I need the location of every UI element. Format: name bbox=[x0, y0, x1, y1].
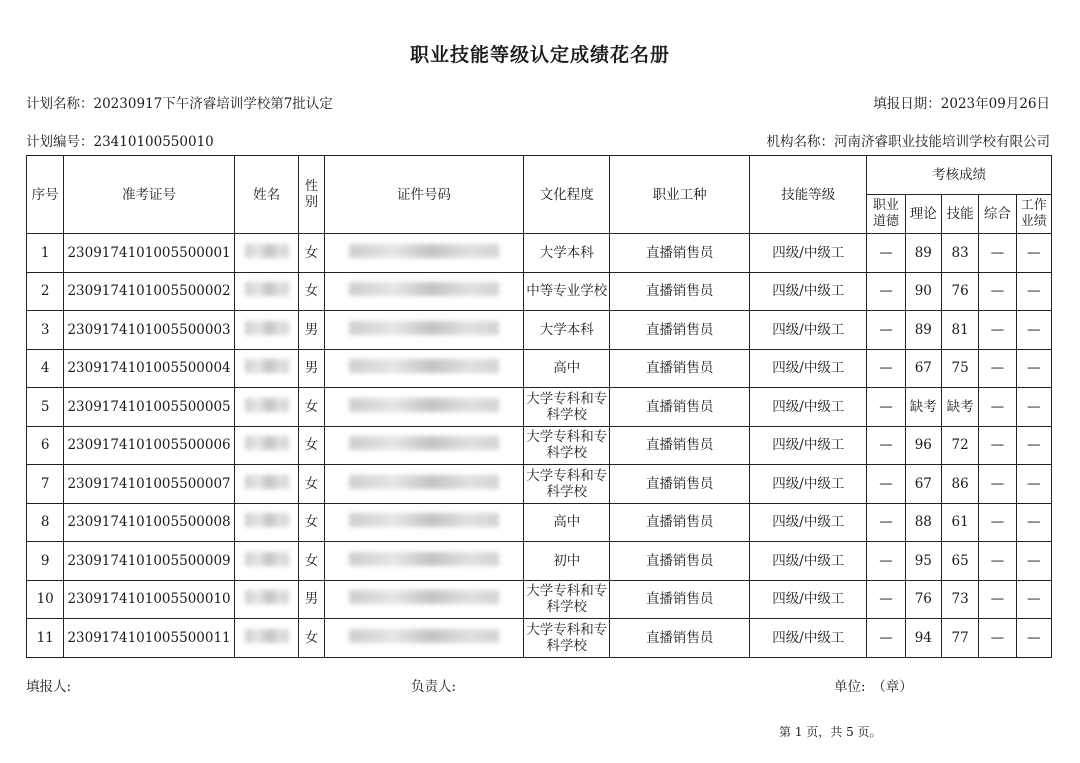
redaction-blur bbox=[349, 590, 499, 604]
cell-exam-no: 2309174101005500005 bbox=[64, 388, 234, 427]
cell-comprehensive: — bbox=[979, 580, 1016, 619]
redaction-blur bbox=[349, 359, 499, 373]
unit-stamp-field: 单位: （章） bbox=[834, 679, 913, 695]
cell-seq: 6 bbox=[27, 426, 64, 465]
cell-performance: — bbox=[1016, 619, 1051, 658]
cell-gender: 女 bbox=[299, 426, 324, 465]
cell-occupation: 直播销售员 bbox=[610, 426, 750, 465]
score-table bbox=[26, 155, 1052, 658]
cell-skill-level: 四级/中级工 bbox=[750, 349, 867, 388]
cell-comprehensive: — bbox=[979, 349, 1016, 388]
cell-theory: 94 bbox=[905, 619, 941, 658]
cell-name-redacted bbox=[234, 542, 299, 581]
cell-id-redacted bbox=[324, 619, 524, 658]
cell-ethics: — bbox=[867, 465, 905, 504]
table-row bbox=[27, 388, 1052, 427]
redaction-blur bbox=[245, 244, 289, 258]
cell-education: 大学专科和专科学校 bbox=[524, 619, 610, 658]
header-skill: 技能 bbox=[941, 195, 978, 234]
cell-gender: 男 bbox=[299, 311, 324, 350]
cell-education: 中等专业学校 bbox=[524, 272, 610, 311]
cell-ethics: — bbox=[867, 388, 905, 427]
redaction-blur bbox=[245, 552, 289, 566]
cell-name-redacted bbox=[234, 503, 299, 542]
cell-skill: 61 bbox=[941, 503, 978, 542]
cell-exam-no: 2309174101005500002 bbox=[64, 272, 234, 311]
cell-id-redacted bbox=[324, 234, 524, 273]
cell-occupation: 直播销售员 bbox=[610, 349, 750, 388]
cell-occupation: 直播销售员 bbox=[610, 580, 750, 619]
cell-skill: 65 bbox=[941, 542, 978, 581]
cell-comprehensive: — bbox=[979, 426, 1016, 465]
cell-comprehensive: — bbox=[979, 503, 1016, 542]
cell-id-redacted bbox=[324, 503, 524, 542]
cell-seq: 9 bbox=[27, 542, 64, 581]
cell-name-redacted bbox=[234, 619, 299, 658]
cell-performance: — bbox=[1016, 503, 1051, 542]
plan-number bbox=[26, 130, 214, 150]
redaction-blur bbox=[349, 436, 499, 450]
header-exam-no: 准考证号 bbox=[64, 156, 234, 234]
cell-gender: 男 bbox=[299, 580, 324, 619]
cell-education: 高中 bbox=[524, 349, 610, 388]
cell-ethics: — bbox=[867, 503, 905, 542]
cell-exam-no: 2309174101005500011 bbox=[64, 619, 234, 658]
table-row bbox=[27, 542, 1052, 581]
cell-ethics: — bbox=[867, 272, 905, 311]
cell-skill-level: 四级/中级工 bbox=[750, 234, 867, 273]
page-number: 第 1 页，共 5 页。 bbox=[779, 725, 882, 739]
cell-education: 大学专科和专科学校 bbox=[524, 580, 610, 619]
cell-occupation: 直播销售员 bbox=[610, 542, 750, 581]
header-scores: 考核成绩 bbox=[867, 156, 1052, 195]
cell-occupation: 直播销售员 bbox=[610, 465, 750, 504]
redaction-blur bbox=[245, 398, 289, 412]
table-row bbox=[27, 465, 1052, 504]
table-row bbox=[27, 234, 1052, 273]
cell-comprehensive: — bbox=[979, 388, 1016, 427]
cell-exam-no: 2309174101005500010 bbox=[64, 580, 234, 619]
cell-skill: 83 bbox=[941, 234, 978, 273]
cell-gender: 女 bbox=[299, 272, 324, 311]
cell-performance: — bbox=[1016, 234, 1051, 273]
cell-seq: 8 bbox=[27, 503, 64, 542]
cell-education: 高中 bbox=[524, 503, 610, 542]
cell-comprehensive: — bbox=[979, 542, 1016, 581]
fill-date bbox=[873, 92, 1050, 112]
cell-education: 大学本科 bbox=[524, 234, 610, 273]
cell-theory: 89 bbox=[905, 234, 941, 273]
header-name: 姓名 bbox=[234, 156, 299, 234]
cell-name-redacted bbox=[234, 426, 299, 465]
cell-id-redacted bbox=[324, 349, 524, 388]
cell-ethics: — bbox=[867, 619, 905, 658]
redaction-blur bbox=[349, 398, 499, 412]
cell-name-redacted bbox=[234, 311, 299, 350]
redaction-blur bbox=[349, 513, 499, 527]
header-id-no: 证件号码 bbox=[324, 156, 524, 234]
header-theory: 理论 bbox=[905, 195, 941, 234]
cell-skill: 73 bbox=[941, 580, 978, 619]
cell-comprehensive: — bbox=[979, 465, 1016, 504]
header-occupation: 职业工种 bbox=[610, 156, 750, 234]
cell-skill-level: 四级/中级工 bbox=[750, 311, 867, 350]
cell-name-redacted bbox=[234, 465, 299, 504]
cell-performance: — bbox=[1016, 349, 1051, 388]
cell-exam-no: 2309174101005500008 bbox=[64, 503, 234, 542]
cell-id-redacted bbox=[324, 580, 524, 619]
redaction-blur bbox=[245, 629, 289, 643]
header-comprehensive: 综合 bbox=[979, 195, 1016, 234]
organization bbox=[767, 130, 1051, 150]
cell-theory: 90 bbox=[905, 272, 941, 311]
cell-name-redacted bbox=[234, 388, 299, 427]
cell-comprehensive: — bbox=[979, 234, 1016, 273]
cell-seq: 2 bbox=[27, 272, 64, 311]
cell-exam-no: 2309174101005500006 bbox=[64, 426, 234, 465]
cell-skill: 75 bbox=[941, 349, 978, 388]
cell-education: 初中 bbox=[524, 542, 610, 581]
fill-date-label: 填报日期： bbox=[873, 96, 941, 112]
cell-occupation: 直播销售员 bbox=[610, 503, 750, 542]
cell-theory: 96 bbox=[905, 426, 941, 465]
cell-seq: 5 bbox=[27, 388, 64, 427]
cell-occupation: 直播销售员 bbox=[610, 388, 750, 427]
cell-gender: 女 bbox=[299, 503, 324, 542]
cell-gender: 女 bbox=[299, 388, 324, 427]
plan-name bbox=[26, 92, 333, 112]
cell-gender: 女 bbox=[299, 234, 324, 273]
table-row bbox=[27, 311, 1052, 350]
cell-education: 大学专科和专科学校 bbox=[524, 388, 610, 427]
cell-seq: 11 bbox=[27, 619, 64, 658]
cell-gender: 女 bbox=[299, 619, 324, 658]
cell-name-redacted bbox=[234, 234, 299, 273]
filler-field: 填报人: bbox=[26, 679, 72, 695]
header-ethics: 职业道德 bbox=[867, 195, 905, 234]
table-row bbox=[27, 272, 1052, 311]
cell-name-redacted bbox=[234, 580, 299, 619]
cell-seq: 10 bbox=[27, 580, 64, 619]
cell-id-redacted bbox=[324, 426, 524, 465]
cell-ethics: — bbox=[867, 234, 905, 273]
redaction-blur bbox=[245, 513, 289, 527]
header-gender: 性别 bbox=[299, 156, 324, 234]
redaction-blur bbox=[245, 436, 289, 450]
plan-name-value: 20230917下午济睿培训学校第7批认定 bbox=[93, 96, 333, 112]
cell-name-redacted bbox=[234, 272, 299, 311]
cell-education: 大学专科和专科学校 bbox=[524, 465, 610, 504]
cell-performance: — bbox=[1016, 542, 1051, 581]
fill-date-value: 2023年09月26日 bbox=[940, 96, 1050, 112]
cell-theory: 76 bbox=[905, 580, 941, 619]
cell-skill: 86 bbox=[941, 465, 978, 504]
cell-id-redacted bbox=[324, 542, 524, 581]
table-row bbox=[27, 349, 1052, 388]
responsible-field: 负责人: bbox=[411, 679, 457, 695]
cell-exam-no: 2309174101005500003 bbox=[64, 311, 234, 350]
cell-seq: 1 bbox=[27, 234, 64, 273]
cell-id-redacted bbox=[324, 272, 524, 311]
cell-skill-level: 四级/中级工 bbox=[750, 388, 867, 427]
redaction-blur bbox=[349, 244, 499, 258]
cell-performance: — bbox=[1016, 272, 1051, 311]
organization-value: 河南济睿职业技能培训学校有限公司 bbox=[834, 134, 1050, 150]
plan-name-label: 计划名称： bbox=[26, 96, 94, 112]
cell-education: 大学专科和专科学校 bbox=[524, 426, 610, 465]
cell-occupation: 直播销售员 bbox=[610, 311, 750, 350]
table-row bbox=[27, 580, 1052, 619]
organization-label: 机构名称： bbox=[766, 134, 834, 150]
cell-gender: 男 bbox=[299, 349, 324, 388]
cell-gender: 女 bbox=[299, 465, 324, 504]
cell-skill-level: 四级/中级工 bbox=[750, 272, 867, 311]
cell-gender: 女 bbox=[299, 542, 324, 581]
redaction-blur bbox=[245, 321, 289, 335]
cell-skill: 77 bbox=[941, 619, 978, 658]
cell-skill: 76 bbox=[941, 272, 978, 311]
cell-skill: 72 bbox=[941, 426, 978, 465]
header-skill-level: 技能等级 bbox=[750, 156, 867, 234]
cell-name-redacted bbox=[234, 349, 299, 388]
cell-skill-level: 四级/中级工 bbox=[750, 542, 867, 581]
plan-number-label: 计划编号： bbox=[26, 134, 94, 150]
cell-comprehensive: — bbox=[979, 272, 1016, 311]
cell-ethics: — bbox=[867, 349, 905, 388]
cell-seq: 3 bbox=[27, 311, 64, 350]
redaction-blur bbox=[245, 359, 289, 373]
cell-id-redacted bbox=[324, 465, 524, 504]
cell-seq: 7 bbox=[27, 465, 64, 504]
cell-education: 大学本科 bbox=[524, 311, 610, 350]
cell-comprehensive: — bbox=[979, 619, 1016, 658]
header-education: 文化程度 bbox=[524, 156, 610, 234]
cell-performance: — bbox=[1016, 388, 1051, 427]
plan-number-value: 23410100550010 bbox=[93, 134, 214, 150]
cell-occupation: 直播销售员 bbox=[610, 272, 750, 311]
cell-ethics: — bbox=[867, 542, 905, 581]
redaction-blur bbox=[349, 321, 499, 335]
redaction-blur bbox=[245, 590, 289, 604]
redaction-blur bbox=[245, 475, 289, 489]
redaction-blur bbox=[349, 629, 499, 643]
cell-theory: 67 bbox=[905, 349, 941, 388]
cell-performance: — bbox=[1016, 426, 1051, 465]
redaction-blur bbox=[245, 282, 289, 296]
cell-comprehensive: — bbox=[979, 311, 1016, 350]
cell-performance: — bbox=[1016, 465, 1051, 504]
cell-occupation: 直播销售员 bbox=[610, 234, 750, 273]
cell-skill: 缺考 bbox=[941, 388, 978, 427]
cell-skill-level: 四级/中级工 bbox=[750, 619, 867, 658]
cell-performance: — bbox=[1016, 580, 1051, 619]
cell-ethics: — bbox=[867, 580, 905, 619]
cell-ethics: — bbox=[867, 426, 905, 465]
cell-theory: 88 bbox=[905, 503, 941, 542]
cell-exam-no: 2309174101005500007 bbox=[64, 465, 234, 504]
cell-performance: — bbox=[1016, 311, 1051, 350]
cell-exam-no: 2309174101005500004 bbox=[64, 349, 234, 388]
cell-skill-level: 四级/中级工 bbox=[750, 465, 867, 504]
table-row bbox=[27, 619, 1052, 658]
cell-skill: 81 bbox=[941, 311, 978, 350]
header-seq: 序号 bbox=[27, 156, 64, 234]
redaction-blur bbox=[349, 282, 499, 296]
cell-theory: 缺考 bbox=[905, 388, 941, 427]
cell-theory: 89 bbox=[905, 311, 941, 350]
cell-theory: 95 bbox=[905, 542, 941, 581]
cell-skill-level: 四级/中级工 bbox=[750, 426, 867, 465]
table-row bbox=[27, 426, 1052, 465]
cell-theory: 67 bbox=[905, 465, 941, 504]
redaction-blur bbox=[349, 552, 499, 566]
table-row bbox=[27, 503, 1052, 542]
cell-ethics: — bbox=[867, 311, 905, 350]
cell-skill-level: 四级/中级工 bbox=[750, 580, 867, 619]
cell-skill-level: 四级/中级工 bbox=[750, 503, 867, 542]
redaction-blur bbox=[349, 475, 499, 489]
cell-exam-no: 2309174101005500009 bbox=[64, 542, 234, 581]
cell-exam-no: 2309174101005500001 bbox=[64, 234, 234, 273]
document-title: 职业技能等级认定成绩花名册 bbox=[409, 44, 670, 66]
cell-id-redacted bbox=[324, 388, 524, 427]
cell-id-redacted bbox=[324, 311, 524, 350]
cell-occupation: 直播销售员 bbox=[610, 619, 750, 658]
header-performance: 工作业绩 bbox=[1016, 195, 1051, 234]
cell-seq: 4 bbox=[27, 349, 64, 388]
